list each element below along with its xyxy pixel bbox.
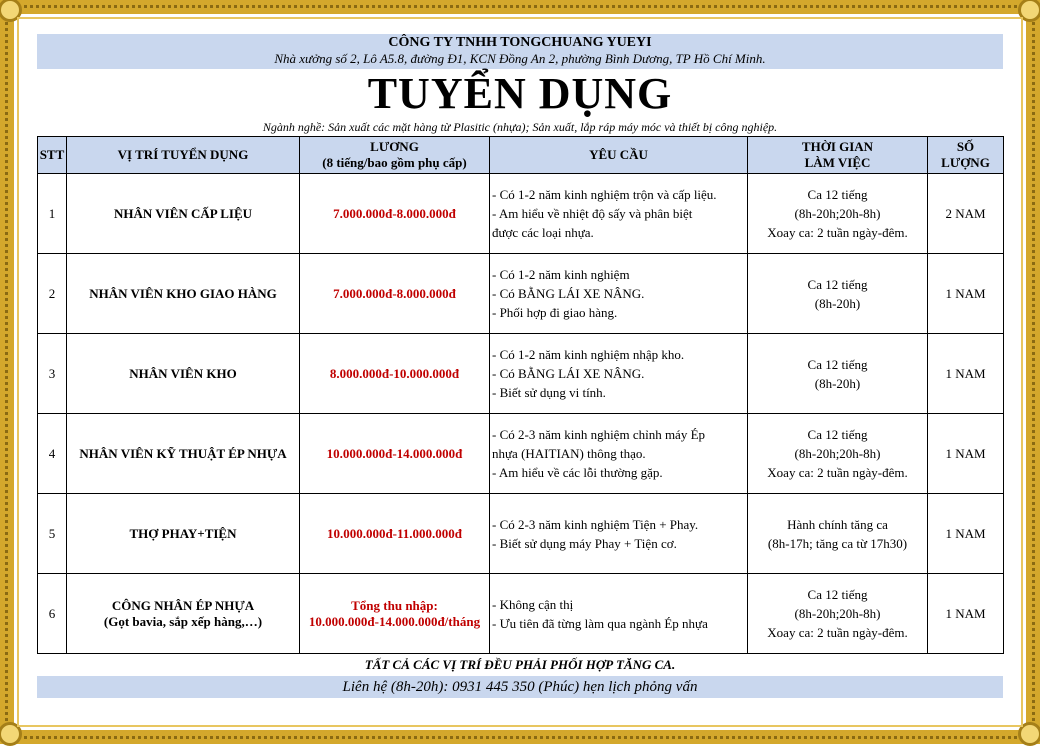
- requirement-line: - Có BẰNG LÁI XE NÂNG.: [492, 366, 645, 381]
- requirement-line: - Am hiểu về nhiệt độ sấy và phân biệt: [492, 206, 693, 221]
- requirement-line: - Có 1-2 năm kinh nghiệm: [492, 267, 630, 282]
- requirement-line: - Ưu tiên đã từng làm qua ngành Ép nhựa: [492, 615, 708, 631]
- cell-salary: 7.000.000đ-8.000.000đ: [300, 174, 490, 254]
- cell-stt: 5: [38, 494, 67, 574]
- cell-stt: 1: [38, 174, 67, 254]
- cell-qty: 1 NAM: [928, 574, 1004, 654]
- company-header: [37, 34, 1003, 69]
- requirement-line: - Có 1-2 năm kinh nghiệm nhập kho.: [492, 347, 685, 362]
- salary-value: 10.000.000đ-14.000.000đ/tháng: [308, 613, 481, 629]
- table-row: [38, 494, 1004, 574]
- corner-ornament-bottom-left: [0, 722, 22, 746]
- header-position: VỊ TRÍ TUYỂN DỤNG: [67, 137, 300, 174]
- table-row: [38, 414, 1004, 494]
- requirement-line: - Biết sử dụng máy Phay + Tiện cơ.: [492, 535, 677, 551]
- requirement-line: - Có BẰNG LÁI XE NÂNG.: [492, 286, 645, 301]
- requirement-line: - Am hiểu về các lỗi thường gặp.: [492, 465, 663, 480]
- requirement-line: - Phối hợp đi giao hàng.: [492, 305, 618, 320]
- time-line: Xoay ca: 2 tuần ngày-đêm.: [767, 625, 908, 640]
- header-time-line2: LÀM VIỆC: [804, 155, 871, 170]
- overtime-note: TẤT CẢ CÁC VỊ TRÍ ĐỀU PHẢI PHỐI HỢP TĂNG CA.: [364, 657, 676, 672]
- recruitment-poster: [37, 34, 1003, 698]
- header-time-line1: THỜI GIAN: [801, 139, 874, 154]
- header-qty: [928, 137, 1004, 174]
- cell-qty: 2 NAM: [928, 174, 1004, 254]
- table-header-row: [38, 137, 1004, 174]
- time-line: (8h-20h): [814, 295, 861, 311]
- header-qty-line2: LƯỢNG: [941, 155, 990, 170]
- header-qty-line1: SỐ: [956, 139, 975, 154]
- time-line: Hành chính tăng ca: [787, 516, 888, 532]
- cell-time: [748, 334, 928, 414]
- cell-stt: 6: [38, 574, 67, 654]
- cell-requirements: [490, 174, 748, 254]
- company-address: Nhà xưởng số 2, Lô A5.8, đường Đ1, KCN Đồng An 2, phường Bình Dương, TP Hồ Chí Minh.: [274, 51, 766, 66]
- position-subtitle: (Gọt bavia, sắp xếp hàng,…): [103, 613, 263, 629]
- salary-label: Tổng thu nhập:: [351, 597, 438, 613]
- page-title: TUYỂN DỤNG: [367, 69, 673, 118]
- cell-salary: [300, 574, 490, 654]
- industry-line: Ngành nghề: Sản xuất các mặt hàng từ Plasitic (nhựa); Sản xuất, lắp ráp máy móc và thiết bị công nghiệp.: [262, 120, 778, 134]
- cell-time: [748, 414, 928, 494]
- cell-requirements: [490, 494, 748, 574]
- time-line: Xoay ca: 2 tuần ngày-đêm.: [767, 465, 908, 480]
- time-line: (8h-20h): [814, 375, 861, 391]
- cell-stt: 2: [38, 254, 67, 334]
- time-line: (8h-20h;20h-8h): [794, 606, 881, 621]
- cell-qty: 1 NAM: [928, 414, 1004, 494]
- time-line: Ca 12 tiếng: [807, 276, 868, 292]
- cell-qty: 1 NAM: [928, 494, 1004, 574]
- table-row: [38, 574, 1004, 654]
- header-salary-line2: (8 tiếng/bao gồm phụ cấp): [322, 155, 467, 170]
- contact-line: Liên hệ (8h-20h): 0931 445 350 (Phúc) hẹn lịch phỏng vấn: [37, 676, 1003, 698]
- header-stt: STT: [38, 137, 67, 174]
- position-title: CÔNG NHÂN ÉP NHỰA: [111, 597, 255, 613]
- cell-salary: 10.000.000đ-14.000.000đ: [300, 414, 490, 494]
- cell-salary: 7.000.000đ-8.000.000đ: [300, 254, 490, 334]
- requirement-line: - Có 2-3 năm kinh nghiệm chỉnh máy Ép: [492, 427, 706, 442]
- job-table: [37, 136, 1004, 654]
- cell-requirements: [490, 334, 748, 414]
- company-name: CÔNG TY TNHH TONGCHUANG YUEYI: [388, 35, 652, 50]
- time-line: Ca 12 tiếng: [807, 587, 868, 602]
- cell-position: NHÂN VIÊN CẤP LIỆU: [67, 174, 300, 254]
- cell-requirements: [490, 574, 748, 654]
- cell-qty: 1 NAM: [928, 334, 1004, 414]
- cell-position: NHÂN VIÊN KHO: [67, 334, 300, 414]
- table-row: [38, 174, 1004, 254]
- requirement-line: nhựa (HAITIAN) thông thạo.: [492, 446, 646, 461]
- time-line: Xoay ca: 2 tuần ngày-đêm.: [767, 225, 908, 240]
- cell-time: [748, 174, 928, 254]
- time-line: Ca 12 tiếng: [807, 356, 868, 372]
- header-salary-line1: LƯƠNG: [370, 139, 419, 154]
- cell-salary: 8.000.000đ-10.000.000đ: [300, 334, 490, 414]
- requirement-line: - Biết sử dụng vi tính.: [492, 385, 606, 400]
- cell-qty: 1 NAM: [928, 254, 1004, 334]
- header-time: [748, 137, 928, 174]
- table-row: [38, 334, 1004, 414]
- cell-time: [748, 254, 928, 334]
- cell-salary: 10.000.000đ-11.000.000đ: [300, 494, 490, 574]
- cell-stt: 4: [38, 414, 67, 494]
- cell-time: [748, 574, 928, 654]
- cell-position: NHÂN VIÊN KỸ THUẬT ÉP NHỰA: [67, 414, 300, 494]
- header-requirements: YÊU CẦU: [490, 137, 748, 174]
- time-line: (8h-20h;20h-8h): [794, 206, 881, 221]
- header-salary: [300, 137, 490, 174]
- corner-ornament-bottom-right: [1018, 722, 1040, 746]
- requirement-line: - Có 1-2 năm kinh nghiệm trộn và cấp liệu.: [492, 187, 717, 202]
- cell-position: [67, 574, 300, 654]
- cell-requirements: [490, 254, 748, 334]
- cell-position: THỢ PHAY+TIỆN: [67, 494, 300, 574]
- time-line: (8h-20h;20h-8h): [794, 446, 881, 461]
- table-row: [38, 254, 1004, 334]
- cell-stt: 3: [38, 334, 67, 414]
- corner-ornament-top-left: [0, 0, 22, 22]
- corner-ornament-top-right: [1018, 0, 1040, 22]
- requirement-line: được các loại nhựa.: [492, 225, 594, 240]
- cell-time: [748, 494, 928, 574]
- time-line: (8h-17h; tăng ca từ 17h30): [767, 535, 908, 551]
- requirement-line: - Không cận thị: [492, 596, 574, 612]
- cell-position: NHÂN VIÊN KHO GIAO HÀNG: [67, 254, 300, 334]
- cell-requirements: [490, 414, 748, 494]
- requirement-line: - Có 2-3 năm kinh nghiệm Tiện + Phay.: [492, 516, 699, 532]
- time-line: Ca 12 tiếng: [807, 187, 868, 202]
- time-line: Ca 12 tiếng: [807, 427, 868, 442]
